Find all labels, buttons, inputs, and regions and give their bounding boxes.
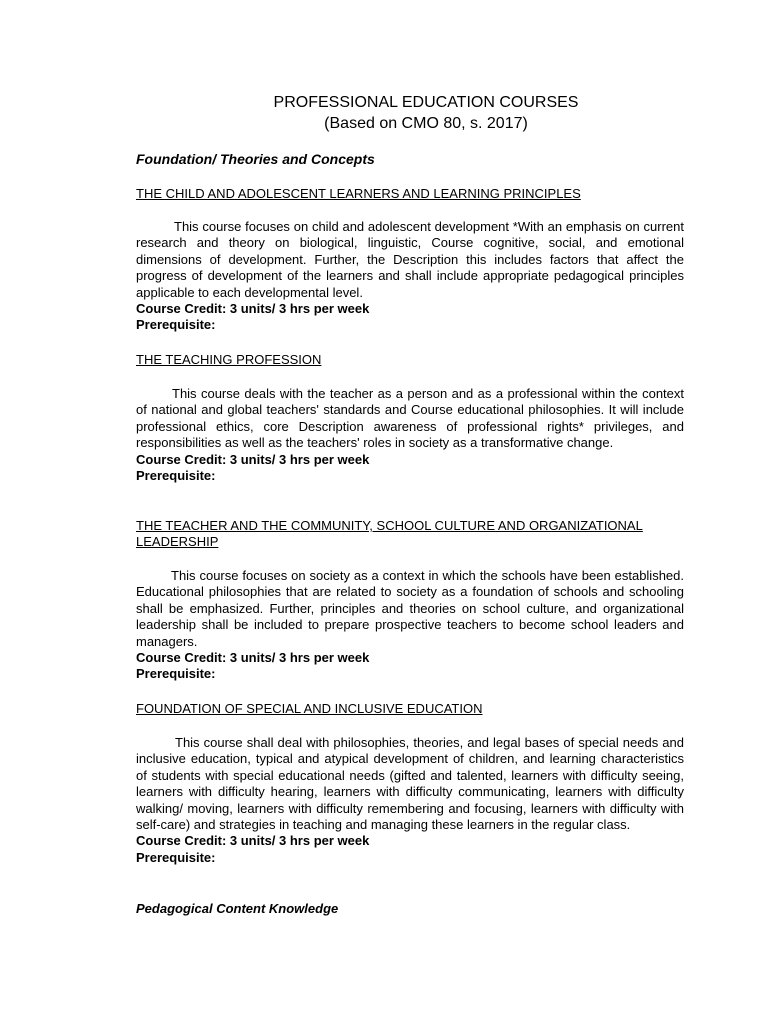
course-block bbox=[136, 568, 684, 683]
course-block bbox=[136, 219, 684, 334]
course-credit: Course Credit: 3 units/ 3 hrs per week bbox=[136, 301, 370, 317]
course-prerequisite: Prerequisite: bbox=[136, 468, 216, 484]
section-heading-foundation: Foundation/ Theories and Concepts bbox=[136, 151, 375, 167]
course-prerequisite: Prerequisite: bbox=[136, 849, 216, 865]
course-credit: Course Credit: 3 units/ 3 hrs per week bbox=[136, 451, 370, 467]
document-subtitle: (Based on CMO 80, s. 2017) bbox=[324, 115, 528, 132]
course-description: This course focuses on child and adolescent development *With an emphasis on current research and theory on biological, linguistic, Course cognitive, social, and emotional dimensions of development. Further, the Description this includes factors that affect the progress of development of the learners and shall include appropriate pedagogical principles applicable to each developmental level. bbox=[136, 219, 684, 300]
course-title: FOUNDATION OF SPECIAL AND INCLUSIVE EDUCATION bbox=[136, 701, 483, 716]
course-title: THE TEACHER AND THE COMMUNITY, SCHOOL CULTURE AND ORGANIZATIONAL LEADERSHIP bbox=[136, 518, 643, 550]
course-prerequisite: Prerequisite: bbox=[136, 317, 216, 333]
course-credit: Course Credit: 3 units/ 3 hrs per week bbox=[136, 833, 370, 849]
section-heading-pedagogical: Pedagogical Content Knowledge bbox=[136, 901, 339, 916]
course-description: This course focuses on society as a context in which the schools have been established. Educational philosophies that are related to society as a foundation of schools and schooling shall be emphasized. Further, principles and theories on school culture, and organizational leadership shall be included to prepare prospective teachers to become school leaders and managers. bbox=[136, 568, 684, 649]
course-block bbox=[136, 735, 684, 866]
course-prerequisite: Prerequisite: bbox=[136, 666, 216, 682]
course-title: THE TEACHING PROFESSION bbox=[136, 352, 322, 367]
course-description: This course deals with the teacher as a person and as a professional within the context of national and global teachers' standards and Course educational philosophies. It will include professional ethics, core Description awareness of professional rights* privileges, and responsibilities as well as the teachers' roles in society as a transformative change. bbox=[136, 386, 684, 451]
course-credit: Course Credit: 3 units/ 3 hrs per week bbox=[136, 650, 370, 666]
course-block bbox=[136, 386, 684, 484]
document-title: PROFESSIONAL EDUCATION COURSES bbox=[273, 94, 579, 111]
course-title: THE CHILD AND ADOLESCENT LEARNERS AND LEARNING PRINCIPLES bbox=[136, 186, 581, 201]
course-description: This course shall deal with philosophies, theories, and legal bases of special needs and inclusive education, typical and atypical development of children, and learning characteristics of students with special educational needs (gifted and talented, learners with difficulty seeing, learners with difficulty hearing, learners with difficulty communicating, learners with difficulty walking/ moving, learners with difficulty remembering and focusing, learners with difficulty with self-care) and strategies in teaching and managing these learners in the regular class. bbox=[136, 735, 684, 833]
